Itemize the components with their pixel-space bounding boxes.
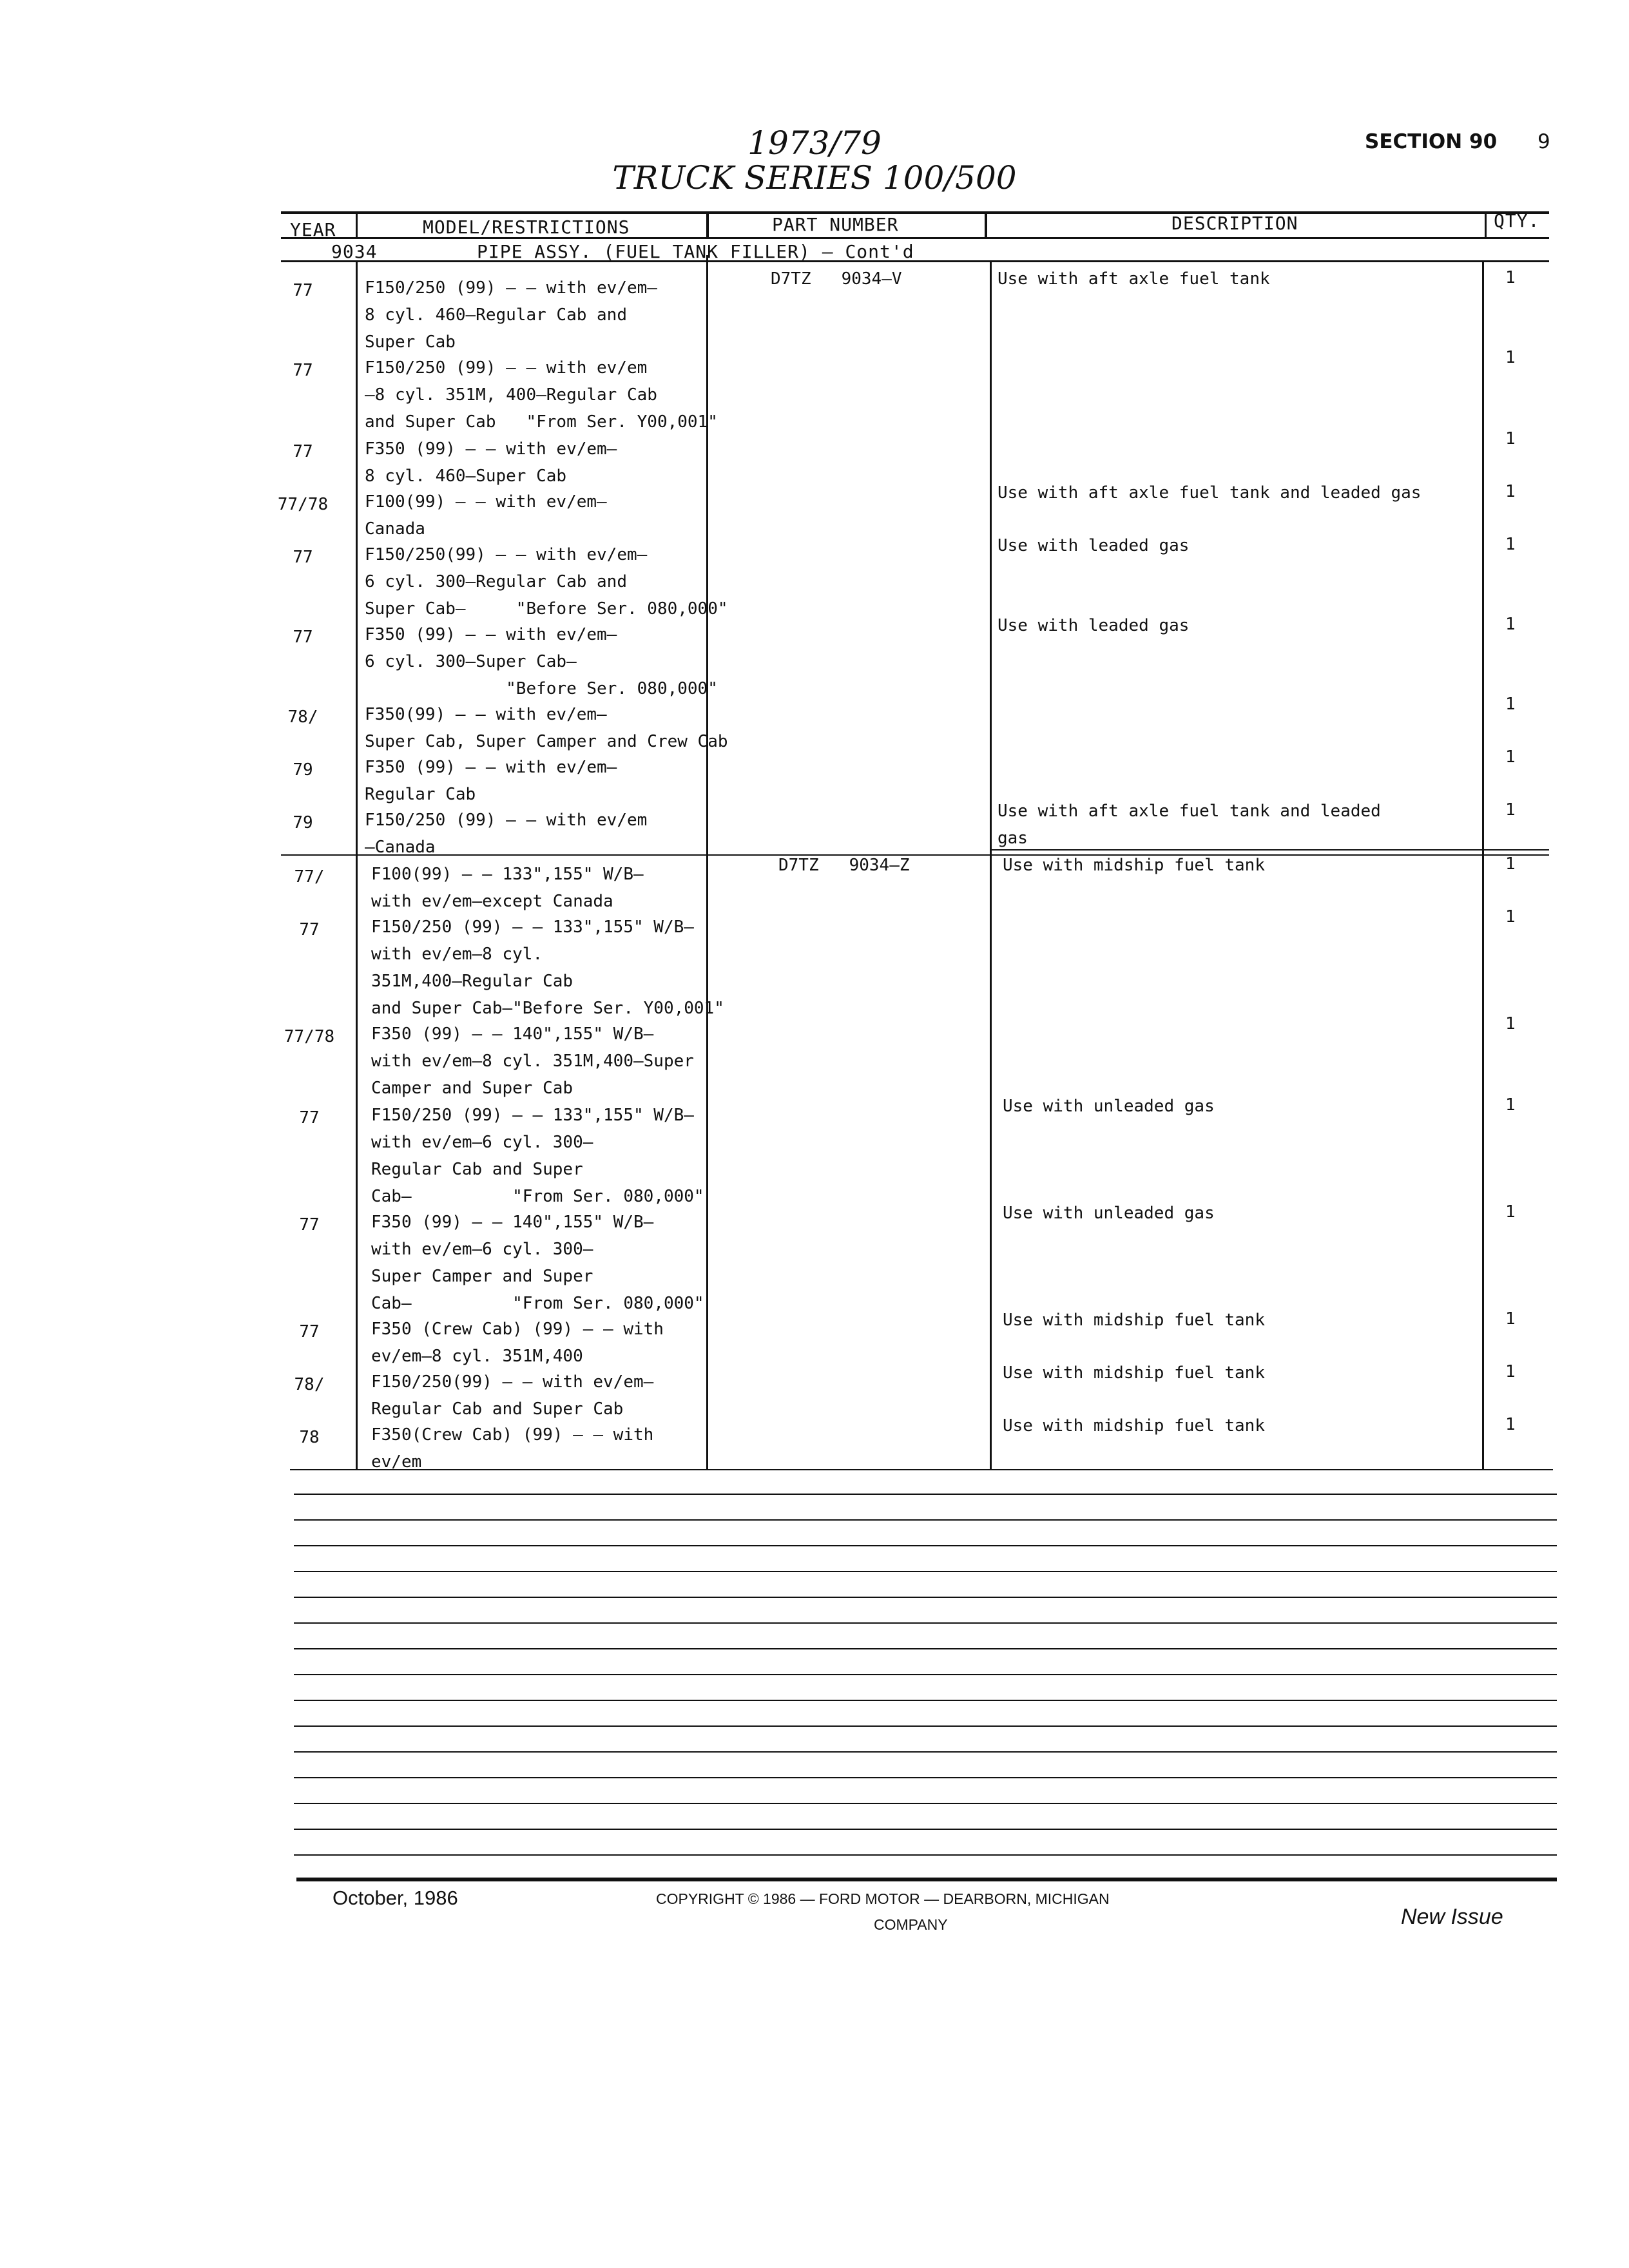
blank-rule: [294, 1777, 1557, 1778]
col-header-part: PART NUMBER: [772, 214, 899, 235]
row-year: 78/: [294, 1375, 325, 1394]
row-model-line: Regular Cab and Super: [371, 1160, 583, 1179]
part-number: D7TZ 9034–Z: [778, 856, 910, 875]
row-year: 79: [293, 813, 313, 832]
row-year: 79: [293, 760, 313, 780]
blank-rule: [294, 1854, 1557, 1856]
row-qty: 1: [1505, 1415, 1516, 1434]
row-model-line: –Canada: [365, 838, 436, 857]
row-model-line: F350 (Crew Cab) (99) – – with: [371, 1320, 664, 1339]
row-model-line: with ev/em–except Canada: [371, 892, 613, 911]
col-header-year: YEAR: [290, 219, 336, 240]
row-model-line: 351M,400–Regular Cab: [371, 972, 574, 991]
row-model-line: and Super Cab–"Before Ser. Y00,001": [371, 999, 724, 1018]
blank-rule: [294, 1700, 1557, 1701]
blank-rule: [294, 1751, 1557, 1753]
row-model-line: –8 cyl. 351M, 400–Regular Cab: [365, 385, 657, 405]
row-year: 77: [293, 548, 313, 567]
row-year: 77: [293, 442, 313, 461]
row-qty: 1: [1505, 1095, 1516, 1115]
row-model-line: Super Cab: [365, 332, 456, 352]
row-year: 77: [293, 361, 313, 380]
row-model-line: Regular Cab: [365, 785, 476, 804]
row-year: 77/: [294, 867, 325, 887]
row-model-line: F150/250 (99) – – with ev/em: [365, 358, 648, 378]
row-qty: 1: [1505, 854, 1516, 874]
row-model-line: F350 (99) – – with ev/em–: [365, 625, 617, 644]
footer-date: October, 1986: [333, 1887, 458, 1909]
row-year: 77: [293, 628, 313, 647]
row-model-line: 8 cyl. 460–Regular Cab and: [365, 305, 627, 325]
header-series: TRUCK SERIES 100/500: [612, 159, 1017, 197]
row-description-line: Use with unleaded gas: [1003, 1204, 1215, 1223]
row-model-line: 6 cyl. 300–Regular Cab and: [365, 572, 627, 591]
row-model-line: and Super Cab "From Ser. Y00,001": [365, 412, 718, 432]
row-description-line: Use with aft axle fuel tank and leaded gas: [998, 483, 1422, 503]
row-qty: 1: [1505, 482, 1516, 501]
row-model-line: Camper and Super Cab: [371, 1079, 574, 1098]
group-code: 9034: [331, 241, 378, 262]
row-year: 78: [299, 1428, 320, 1447]
row-description-line: Use with midship fuel tank: [1003, 856, 1265, 875]
row-description-line: Use with unleaded gas: [1003, 1097, 1215, 1116]
row-qty: 1: [1505, 1362, 1516, 1381]
row-model-line: 8 cyl. 460–Super Cab: [365, 466, 567, 486]
header-years: 1973/79: [747, 124, 882, 162]
row-description-line: gas: [998, 829, 1028, 848]
row-description-line: Use with leaded gas: [998, 536, 1190, 555]
row-model-line: Cab– "From Ser. 080,000": [371, 1187, 704, 1206]
row-description-line: Use with aft axle fuel tank and leaded: [998, 802, 1381, 821]
row-qty: 1: [1505, 348, 1516, 367]
col-header-model: MODEL/RESTRICTIONS: [423, 216, 630, 238]
row-qty: 1: [1505, 1014, 1516, 1033]
row-year: 77: [299, 1215, 320, 1235]
page-number: 9: [1537, 130, 1550, 153]
row-description-line: Use with aft axle fuel tank: [998, 269, 1270, 289]
row-model-line: Cab– "From Ser. 080,000": [371, 1294, 704, 1313]
row-qty: 1: [1505, 1202, 1516, 1222]
row-model-line: ev/em–8 cyl. 351M,400: [371, 1347, 583, 1366]
row-qty: 1: [1505, 800, 1516, 820]
row-qty: 1: [1505, 429, 1516, 448]
row-model-line: F350 (99) – – with ev/em–: [365, 439, 617, 459]
group-title: PIPE ASSY. (FUEL TANK FILLER) — Cont'd: [477, 241, 914, 262]
row-model-line: F150/250 (99) – – 133",155" W/B–: [371, 918, 694, 937]
blank-rule: [294, 1597, 1557, 1598]
blank-rule: [294, 1571, 1557, 1572]
row-year: 77: [299, 1322, 320, 1341]
row-model-line: F150/250 (99) – – with ev/em: [365, 811, 648, 830]
row-qty: 1: [1505, 615, 1516, 634]
row-model-line: F150/250 (99) – – 133",155" W/B–: [371, 1106, 694, 1125]
row-model-line: Regular Cab and Super Cab: [371, 1399, 624, 1419]
row-model-line: with ev/em–6 cyl. 300–: [371, 1240, 593, 1259]
row-model-line: with ev/em–8 cyl. 351M,400–Super: [371, 1052, 694, 1071]
row-model-line: F150/250 (99) – – with ev/em–: [365, 278, 657, 298]
row-qty: 1: [1505, 268, 1516, 287]
row-description-line: Use with midship fuel tank: [1003, 1363, 1265, 1383]
row-description-line: Use with midship fuel tank: [1003, 1416, 1265, 1436]
footer-company: COMPANY: [874, 1916, 948, 1933]
blank-rule: [294, 1494, 1557, 1495]
row-year: 77: [299, 1108, 320, 1128]
row-year: 78/: [287, 707, 318, 727]
footer-rule: [296, 1878, 1557, 1881]
row-model-line: Canada: [365, 519, 425, 539]
row-model-line: with ev/em–8 cyl.: [371, 945, 543, 964]
blank-rule: [294, 1545, 1557, 1546]
row-model-line: F150/250(99) – – with ev/em–: [371, 1372, 654, 1392]
row-model-line: F100(99) – – with ev/em–: [365, 492, 607, 512]
blank-rule: [294, 1622, 1557, 1624]
row-qty: 1: [1505, 535, 1516, 554]
row-model-line: F150/250(99) – – with ev/em–: [365, 545, 648, 564]
blank-rule: [294, 1803, 1557, 1804]
footer-copyright: COPYRIGHT © 1986 — FORD MOTOR — DEARBORN, MICHIGAN: [656, 1890, 1110, 1907]
col-header-qty: QTY.: [1494, 210, 1540, 231]
blank-rule: [294, 1725, 1557, 1727]
row-description-line: Use with leaded gas: [998, 616, 1190, 635]
row-model-line: F350 (99) – – with ev/em–: [365, 758, 617, 777]
row-qty: 1: [1505, 1309, 1516, 1329]
row-model-line: Super Cab– "Before Ser. 080,000": [365, 599, 728, 619]
row-year: 77: [299, 920, 320, 939]
section-label: SECTION 90: [1365, 130, 1498, 153]
blank-rule: [294, 1674, 1557, 1675]
col-header-description: DESCRIPTION: [1171, 213, 1298, 234]
blank-rule: [294, 1648, 1557, 1649]
part-number: D7TZ 9034–V: [771, 269, 902, 289]
row-model-line: Super Cab, Super Camper and Crew Cab: [365, 732, 728, 751]
row-model-line: "Before Ser. 080,000": [365, 679, 718, 698]
row-model-line: F350 (99) – – 140",155" W/B–: [371, 1213, 654, 1232]
row-qty: 1: [1505, 695, 1516, 714]
footer-issue: New Issue: [1401, 1905, 1503, 1929]
row-qty: 1: [1505, 747, 1516, 767]
row-qty: 1: [1505, 907, 1516, 927]
row-model-line: ev/em: [371, 1452, 422, 1472]
row-model-line: Super Camper and Super: [371, 1267, 593, 1286]
row-year: 77/78: [284, 1027, 335, 1046]
row-year: 77/78: [277, 495, 329, 514]
row-model-line: F350(99) – – with ev/em–: [365, 705, 607, 724]
blank-rule: [294, 1519, 1557, 1521]
blank-rule: [294, 1829, 1557, 1830]
row-model-line: F350 (99) – – 140",155" W/B–: [371, 1024, 654, 1044]
row-model-line: 6 cyl. 300–Super Cab–: [365, 652, 577, 671]
row-year: 77: [293, 281, 313, 300]
row-model-line: with ev/em–6 cyl. 300–: [371, 1133, 593, 1152]
row-model-line: F100(99) – – 133",155" W/B–: [371, 865, 644, 884]
row-description-line: Use with midship fuel tank: [1003, 1311, 1265, 1330]
row-model-line: F350(Crew Cab) (99) – – with: [371, 1425, 654, 1445]
